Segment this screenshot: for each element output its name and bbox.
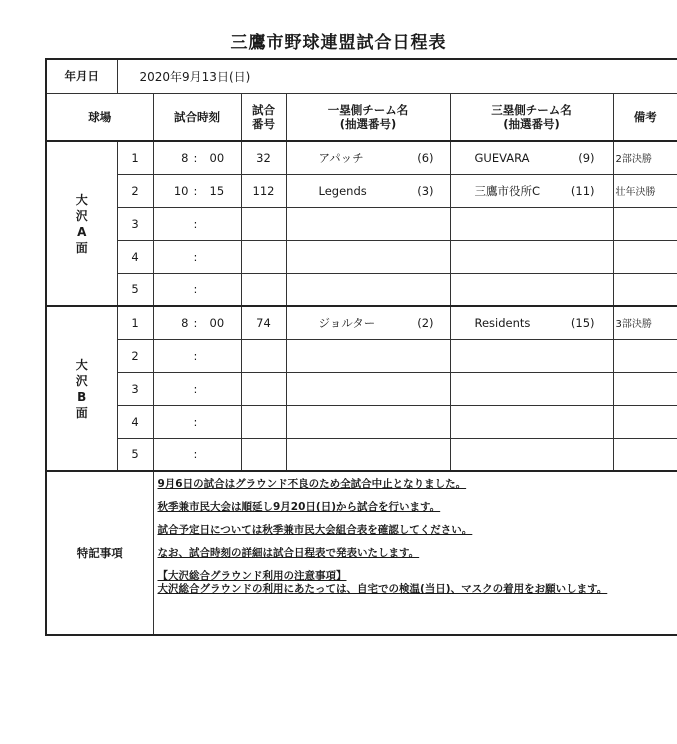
game-number: 112	[241, 174, 286, 207]
header-third-base-line1: 三塁側チーム名	[491, 102, 572, 117]
game-time	[153, 405, 241, 438]
time-hour: 10	[173, 183, 189, 198]
field-label-char: 沢	[75, 373, 88, 388]
row-number: 1	[117, 306, 153, 339]
third-base-team	[450, 306, 613, 339]
schedule-table	[45, 58, 677, 636]
table-row	[46, 207, 677, 240]
header-row	[46, 93, 677, 141]
field-label-char: 面	[75, 240, 88, 255]
notice-body: 大沢総合グラウンドの利用にあたっては、自宅での検温(当日)、マスクの着用をお願いします。	[157, 583, 608, 595]
game-number: 32	[241, 141, 286, 174]
first-base-team	[286, 306, 450, 339]
row-number: 2	[117, 174, 153, 207]
document-title: 三鷹市野球連盟試合日程表	[230, 33, 447, 53]
remark: 3部決勝	[613, 306, 677, 339]
first-base-team	[286, 438, 450, 471]
table-row	[46, 405, 677, 438]
third-base-team	[450, 141, 613, 174]
time-separator: :	[193, 381, 198, 396]
time-separator: :	[193, 249, 198, 264]
game-time	[153, 141, 241, 174]
time-separator: :	[193, 414, 198, 429]
time-separator: :	[193, 216, 198, 231]
header-game-no-line1: 試合	[252, 102, 275, 117]
third-base-draw-number: (15)	[570, 315, 595, 330]
remark	[613, 405, 677, 438]
first-base-team	[286, 174, 450, 207]
remark	[613, 207, 677, 240]
third-base-team	[450, 372, 613, 405]
third-base-team-name: Residents	[474, 315, 531, 330]
game-time	[153, 306, 241, 339]
remark	[613, 240, 677, 273]
header-third-base-line2: (抽選番号)	[503, 116, 560, 131]
time-separator: :	[193, 447, 198, 462]
game-time	[153, 174, 241, 207]
third-base-team	[450, 273, 613, 306]
header-time: 試合時刻	[153, 93, 241, 141]
third-base-team	[450, 240, 613, 273]
table-row	[46, 174, 677, 207]
game-number	[241, 372, 286, 405]
table-row	[46, 306, 677, 339]
notes-row	[46, 471, 677, 635]
first-base-draw-number: (6)	[417, 150, 434, 165]
note-4: なお、試合時刻の詳細は試合日程表で発表いたします。	[157, 547, 420, 559]
time-separator: :	[193, 150, 198, 165]
date-value: 2020年9月13日(日)	[117, 59, 677, 93]
first-base-team	[286, 405, 450, 438]
row-number: 1	[117, 141, 153, 174]
time-minute: 00	[209, 315, 225, 330]
time-minute: 15	[209, 183, 225, 198]
game-number	[241, 405, 286, 438]
row-number: 4	[117, 405, 153, 438]
game-time	[153, 372, 241, 405]
game-time	[153, 438, 241, 471]
row-number: 2	[117, 339, 153, 372]
notes-label: 特記事項	[46, 471, 153, 635]
notice-head: 【大沢総合グラウンド利用の注意事項】	[157, 570, 347, 582]
row-number: 3	[117, 372, 153, 405]
field-label-char: A	[77, 224, 87, 239]
remark	[613, 438, 677, 471]
row-number: 5	[117, 273, 153, 306]
first-base-team	[286, 339, 450, 372]
table-row	[46, 240, 677, 273]
remark: 2部決勝	[613, 141, 677, 174]
third-base-team-name: GUEVARA	[474, 150, 530, 165]
third-base-team	[450, 339, 613, 372]
game-number	[241, 240, 286, 273]
first-base-draw-number: (2)	[417, 315, 434, 330]
first-base-team-name: Legends	[318, 183, 367, 198]
time-separator: :	[193, 282, 198, 297]
time-separator: :	[193, 348, 198, 363]
game-number	[241, 438, 286, 471]
time-separator: :	[193, 315, 198, 330]
date-row	[46, 59, 677, 93]
first-base-team	[286, 273, 450, 306]
table-row	[46, 141, 677, 174]
first-base-team	[286, 240, 450, 273]
time-separator: :	[193, 183, 198, 198]
row-number: 4	[117, 240, 153, 273]
game-number: 74	[241, 306, 286, 339]
third-base-team	[450, 438, 613, 471]
field-label	[46, 306, 117, 471]
date-label: 年月日	[46, 59, 117, 93]
first-base-team	[286, 207, 450, 240]
first-base-team	[286, 372, 450, 405]
table-row	[46, 438, 677, 471]
third-base-draw-number: (9)	[578, 150, 595, 165]
field-rows	[46, 141, 677, 471]
notes-content	[153, 471, 677, 635]
row-number: 5	[117, 438, 153, 471]
game-time	[153, 240, 241, 273]
field-label	[46, 141, 117, 306]
first-base-team-name: ジョルター	[318, 315, 376, 330]
third-base-draw-number: (11)	[570, 183, 595, 198]
game-time	[153, 207, 241, 240]
remark	[613, 339, 677, 372]
remark	[613, 372, 677, 405]
header-third-base	[450, 93, 613, 141]
table-row	[46, 339, 677, 372]
time-hour: 8	[181, 315, 189, 330]
header-first-base-line2: (抽選番号)	[339, 116, 397, 131]
field-label-char: 大	[75, 357, 88, 372]
note-3: 試合予定日については秋季兼市民大会組合表を確認してください。	[157, 524, 473, 536]
header-game-no-line2: 番号	[252, 116, 275, 131]
game-number	[241, 273, 286, 306]
row-number: 3	[117, 207, 153, 240]
first-base-draw-number: (3)	[417, 183, 434, 198]
third-base-team	[450, 405, 613, 438]
remark: 壮年決勝	[613, 174, 677, 207]
note-1: 9月6日の試合はグラウンド不良のため全試合中止となりました。	[157, 478, 467, 490]
header-field: 球場	[46, 93, 153, 141]
field-label-char: 面	[75, 405, 88, 420]
note-2: 秋季兼市民大会は順延し9月20日(日)から試合を行います。	[157, 501, 441, 513]
time-hour: 8	[181, 150, 189, 165]
game-time	[153, 339, 241, 372]
header-game-no	[241, 93, 286, 141]
table-row	[46, 372, 677, 405]
game-number	[241, 339, 286, 372]
first-base-team	[286, 141, 450, 174]
third-base-team	[450, 207, 613, 240]
game-time	[153, 273, 241, 306]
game-number	[241, 207, 286, 240]
table-row	[46, 273, 677, 306]
first-base-team-name: アパッチ	[318, 150, 364, 165]
time-minute: 00	[209, 150, 225, 165]
third-base-team	[450, 174, 613, 207]
field-label-char: B	[77, 389, 87, 404]
field-label-char: 沢	[75, 208, 88, 223]
header-first-base	[286, 93, 450, 141]
third-base-team-name: 三鷹市役所C	[474, 183, 541, 198]
header-first-base-line1: 一塁側チーム名	[327, 102, 409, 117]
field-label-char: 大	[75, 192, 88, 207]
remark	[613, 273, 677, 306]
header-remarks: 備考	[613, 93, 677, 141]
